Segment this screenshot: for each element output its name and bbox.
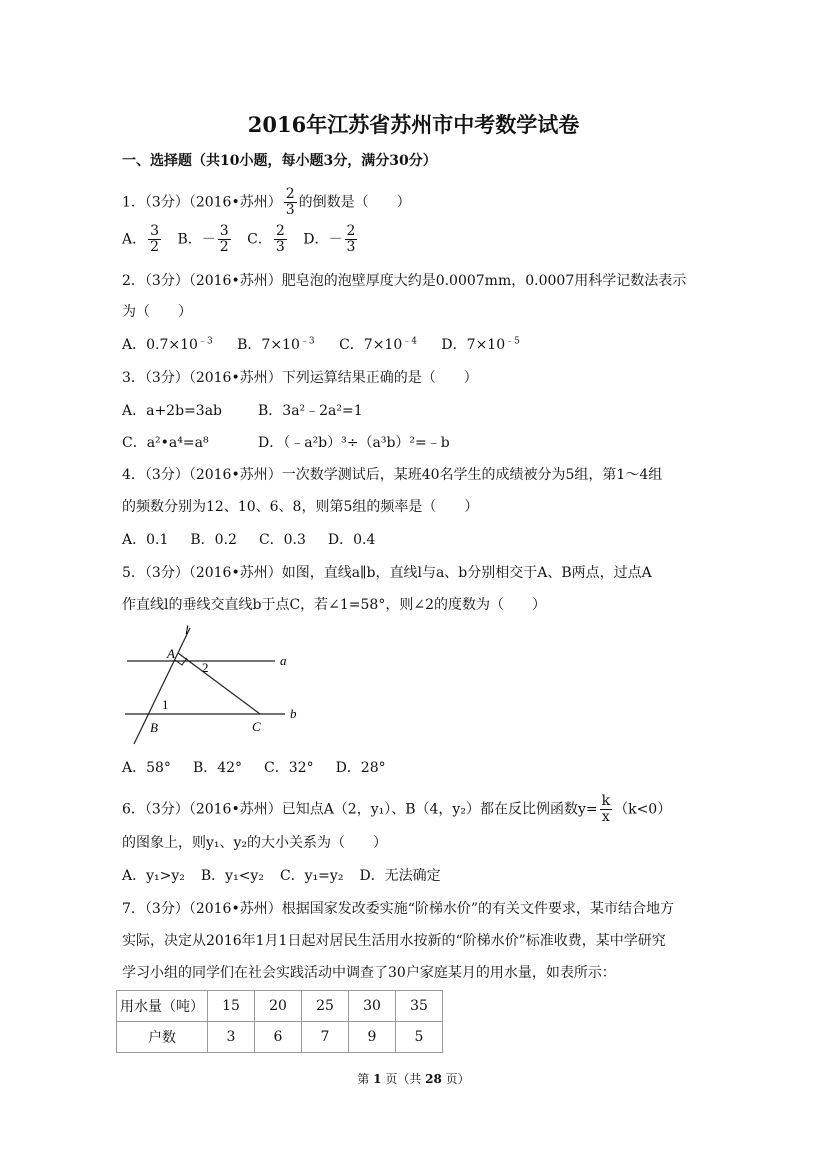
q4-option-c[interactable]: C．0.3	[258, 532, 306, 548]
table-cell: 用水量（吨）	[117, 991, 208, 1022]
q3-option-a[interactable]: A．a+2b=3ab	[122, 403, 223, 419]
q3-option-b[interactable]: B．3a²﹣2a²=1	[258, 403, 363, 419]
q1-suffix: 的倒数是（ ）	[298, 194, 411, 211]
table-row	[117, 991, 443, 1022]
q4-line1: 4．（3分）（2016•苏州）一次数学测试后，某班40名学生的成绩被分为5组，第1～4组	[122, 467, 663, 483]
table-cell: 30	[349, 991, 396, 1022]
q2-option-a[interactable]: A．$0.7\times 10^{﹣3}$	[122, 336, 213, 353]
q5-line1: 5．（3分）（2016•苏州）如图，直线a∥b，直线l与a、b分别相交于A、B两点，过点A	[122, 565, 652, 581]
q2-line1: 2．（3分）（2016•苏州）肥皂泡的泡壁厚度大约是0.0007mm，0.0007用科学记数法表示	[122, 273, 687, 289]
table-cell: 7	[302, 1022, 349, 1053]
line-ac	[178, 653, 260, 714]
q1-option-c[interactable]: C． $\frac{2}{3}$	[247, 223, 285, 255]
q1-options	[122, 224, 369, 255]
q1-option-b[interactable]: B．－ $\frac{3}{2}$	[177, 223, 229, 255]
q1-option-a[interactable]: A． $\frac{3}{2}$	[122, 223, 160, 255]
table-cell: 35	[396, 991, 443, 1022]
q6-fraction: $\frac{k}{x}$	[601, 793, 611, 825]
q1-fraction: $\frac{2}{3}$	[285, 186, 295, 218]
question-1	[122, 187, 411, 218]
label-C: C	[252, 719, 261, 734]
label-a: a	[280, 653, 287, 668]
line-l	[134, 628, 190, 744]
q6-line2: 的图象上，则y₁、y₂的大小关系为（ ）	[122, 835, 388, 851]
page-footer: 第 1 页（共 28 页）	[357, 1072, 470, 1086]
q7-line1: 7．（3分）（2016•苏州）根据国家发改委实施“阶梯水价”的有关文件要求，某市结合地方	[122, 901, 675, 917]
label-B: B	[150, 720, 158, 735]
label-2: 2	[202, 660, 209, 675]
q5-option-b[interactable]: B．42°	[192, 760, 243, 776]
q6-option-c[interactable]: C．y₁=y₂	[279, 868, 344, 884]
label-1: 1	[162, 697, 169, 712]
q2-option-c[interactable]: C．$7\times 10^{﹣4}$	[339, 336, 417, 353]
q1-prefix: 1．（3分）（2016•苏州）	[122, 194, 282, 211]
table-cell: 25	[302, 991, 349, 1022]
label-A: A	[167, 646, 175, 661]
q4-option-d[interactable]: D．0.4	[327, 532, 376, 548]
table-cell: 户数	[117, 1022, 208, 1053]
water-usage-table	[116, 990, 443, 1053]
q5-option-d[interactable]: D．28°	[335, 760, 386, 776]
q6-line1a: 6．（3分）（2016•苏州）已知点A（2，y₁）、B（4，y₂）都在反比例函数y=	[122, 801, 598, 818]
q4-option-a[interactable]: A．0.1	[122, 532, 169, 548]
q3-option-d[interactable]: D．（﹣a²b）³÷（a³b）²=﹣b	[258, 435, 450, 451]
page-title: 2016年江苏省苏州市中考数学试卷	[247, 112, 580, 137]
table-cell: 6	[255, 1022, 302, 1053]
q6-option-b[interactable]: B．y₁<y₂	[200, 868, 264, 884]
q2-options	[122, 338, 530, 352]
q5-option-c[interactable]: C．32°	[264, 760, 314, 776]
q5-figure	[120, 620, 320, 750]
label-b: b	[290, 706, 297, 721]
q2-line2: 为（ ）	[122, 304, 192, 320]
table-row	[117, 1022, 443, 1053]
q3-option-c[interactable]: C．a²•a⁴=a⁸	[122, 435, 209, 451]
q7-line3: 学习小组的同学们在社会实践活动中调查了30户家庭某月的用水量，如表所示：	[122, 965, 616, 981]
section-heading: 一、选择题（共10小题，每小题3分，满分30分）	[122, 153, 437, 169]
table-cell: 3	[208, 1022, 255, 1053]
q4-option-b[interactable]: B．0.2	[190, 532, 237, 548]
page-number: 1	[373, 1072, 382, 1086]
q2-option-b[interactable]: B．$7\times 10^{﹣3}$	[237, 336, 315, 353]
question-6	[122, 794, 671, 825]
q1-option-d[interactable]: D．－ $\frac{2}{3}$	[303, 223, 356, 255]
q2-option-d[interactable]: D．$7\times 10^{﹣5}$	[441, 336, 520, 353]
label-l: l	[185, 622, 189, 637]
table-cell: 20	[255, 991, 302, 1022]
q6-options	[122, 869, 451, 883]
q5-line2: 作直线l的垂线交直线b于点C，若∠1=58°，则∠2的度数为（ ）	[122, 597, 546, 613]
q4-options	[122, 533, 385, 547]
table-cell: 15	[208, 991, 255, 1022]
q5-options	[122, 761, 396, 775]
q6-line1b: （k<0）	[614, 801, 672, 818]
q4-line2: 的频数分别为12、10、6、8，则第5组的频率是（ ）	[122, 499, 479, 515]
table-cell: 9	[349, 1022, 396, 1053]
page-total: 28	[425, 1072, 442, 1086]
q6-option-a[interactable]: A．y₁>y₂	[122, 868, 185, 884]
q7-line2: 实际，决定从2016年1月1日起对居民生活用水按新的“阶梯水价”标准收费，某中学研究	[122, 933, 666, 949]
table-cell: 5	[396, 1022, 443, 1053]
q3-line1: 3．（3分）（2016•苏州）下列运算结果正确的是（ ）	[122, 370, 478, 386]
q6-option-d[interactable]: D．无法确定	[359, 868, 441, 884]
q5-option-a[interactable]: A．58°	[122, 760, 171, 776]
